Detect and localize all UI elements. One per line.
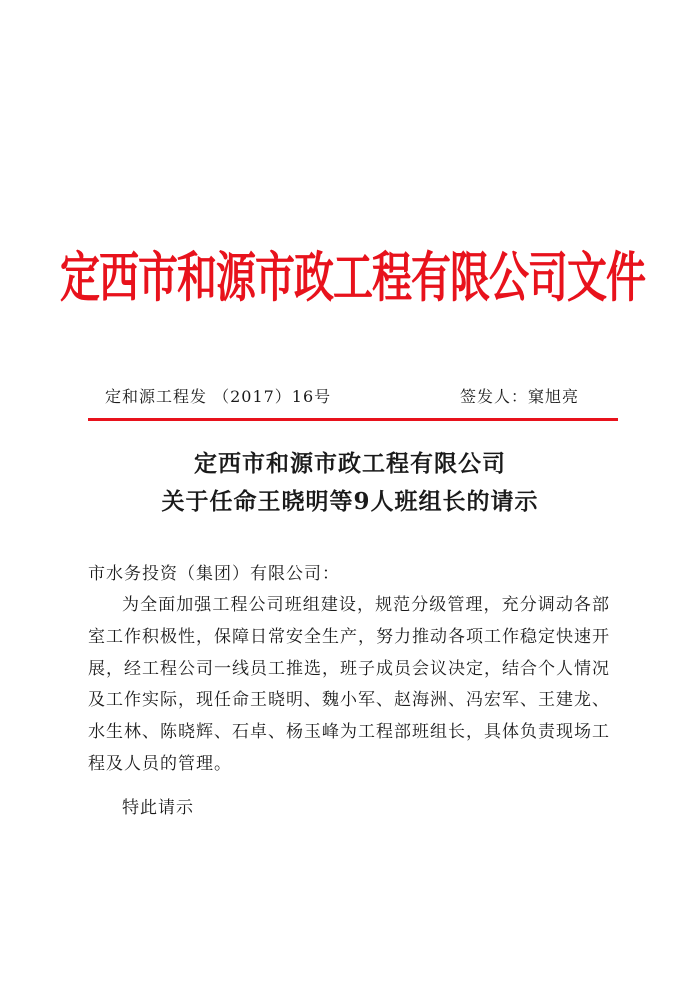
addressee: 市水务投资（集团）有限公司： bbox=[88, 564, 340, 584]
red-divider bbox=[88, 418, 618, 421]
body-paragraph: 为全面加强工程公司班组建设，规范分级管理，充分调动各部室工作积极性，保障日常安全生产，努力推动各项工作稳定快速开展，经工程公司一线员工推选，班子成员会议决定，结合个人情况及工作实际，现任命王晓明、魏小军、赵海洲、冯宏军、王建龙、水生林、陈晓辉、石卓、杨玉峰为工程部班组长，具体负责现场工程及人员的管理。 bbox=[88, 595, 610, 774]
document-title-line-1: 定西市和源市政工程有限公司 bbox=[194, 450, 506, 477]
signer: 签发人：窠旭亮 bbox=[460, 387, 580, 406]
closing-text: 特此请示 bbox=[122, 798, 194, 818]
document-title-line-2: 关于任命王晓明等9人班组长的请示 bbox=[161, 488, 539, 515]
document-number: 定和源工程发 （2017）16号 bbox=[105, 387, 332, 406]
letterhead-title: 定西市和源市政工程有限公司文件 bbox=[60, 246, 645, 310]
